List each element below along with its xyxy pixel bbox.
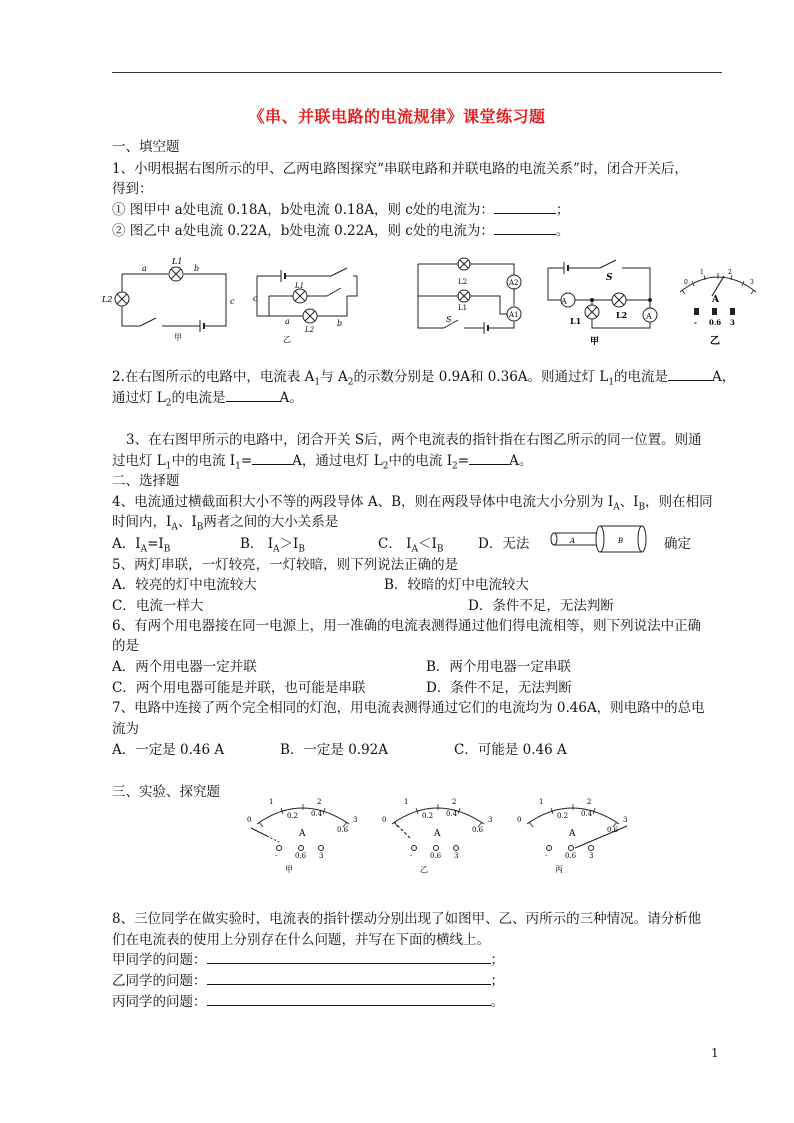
circuit-jia-figure [100,256,240,346]
tick: 0.2 [557,812,569,820]
q8-answer-bing [112,990,504,1010]
label-S: S [606,273,613,283]
tick: 3 [353,816,358,824]
option-text: A．I [112,536,141,552]
tick: 3 [623,816,628,824]
q4-option-b[interactable] [240,532,305,555]
q6-option-a[interactable]: A．两个用电器一定并联 [112,659,257,675]
q4-option-a[interactable] [112,532,170,555]
q3-text: 中的电流 I [171,453,236,469]
q5-option-a[interactable]: A．较亮的灯中电流较大 [112,577,257,593]
tick: 2 [317,798,322,806]
unit-A: A [569,829,576,839]
sub: A [613,502,620,513]
section-heading-fill: 一、填空题 [112,139,180,155]
q5-option-b[interactable]: B．较暗的灯中电流较大 [384,577,529,593]
q6-option-b[interactable]: B．两个用电器一定串联 [426,659,571,675]
sub: B [163,544,171,555]
junction-dot [590,298,594,302]
tick: 0 [382,816,387,824]
terminal [694,308,699,315]
tick: 0.6 [607,826,619,834]
option-text: C． I [378,536,412,552]
label-L2: L2 [616,310,628,320]
sub: 1 [235,461,241,472]
sub: A [273,544,280,555]
answer-blank[interactable] [668,368,712,381]
tick-3: 3 [750,279,754,286]
answer-blank[interactable] [207,951,491,964]
tick: 1 [269,798,274,806]
q3-text: = [240,453,253,469]
q2-text: 的示数分别是 0.9A和 0.36A。则通过灯 L [353,369,609,385]
meter-label: 丙 [555,865,563,874]
tick: 1 [539,798,544,806]
q1-sub2 [112,219,569,239]
label-A: A [646,312,652,321]
terminal-06: 0.6 [430,852,442,860]
q1-line1: 1、小明根据右图所示的甲、乙两电路图探究“串联电路和并联电路的电流关系”时，闭合开关后， [112,161,688,177]
section-heading-experiment: 三、实验、探究题 [112,784,220,800]
label-L2: L2 [102,295,113,304]
meter-label: 甲 [285,865,293,874]
q5-line1: 5、两灯串联，一灯较亮，一灯较暗，则下列说法正确的是 [112,557,459,573]
q2-text: A， [712,369,736,385]
option-text: ＜I [417,536,437,552]
answer-end: 。 [490,994,504,1010]
terminal-06: 0.6 [295,852,307,860]
label-S: S [446,315,452,324]
q2-text: 的电流是 [614,369,669,385]
sub: A [411,544,418,555]
q2-text: 2.在右图所示的电路中，电流表 A [112,369,315,385]
ammeter-jia [247,798,357,874]
q8-line2: 们在电流表的使用上分别存在什么问题，并写在下面的横线上。 [112,932,490,948]
label-jia: 甲 [590,337,600,347]
terminal-neg: - [545,852,548,860]
terminal-3: 3 [730,318,735,327]
answer-label: 乙同学的问题： [112,973,207,989]
tick-0: 0 [684,279,688,286]
answer-blank[interactable] [494,222,556,235]
tick: 0 [247,816,252,824]
section-heading-choice: 二、选择题 [112,473,180,489]
label-L1: L1 [570,316,582,326]
option-text: =I [147,536,164,552]
q5-option-d[interactable]: D．条件不足，无法判断 [468,598,614,614]
q6-line2: 的是 [112,638,139,654]
q4-text: 、I [619,494,639,510]
sub: B [196,522,204,533]
q4-text: ，则在相同 [645,494,713,510]
q7-option-a[interactable]: A．一定是 0.46 A [112,742,225,758]
header-rule [112,72,722,73]
ammeter-yi [382,798,492,874]
q6-option-d[interactable]: D．条件不足，无法判断 [426,680,572,696]
terminal [712,308,717,315]
q2-text: 通过灯 L [112,390,166,406]
sub: 1 [165,461,172,472]
sub: B [638,502,646,513]
ammeter-yi-figure [670,262,766,352]
label-c: c [230,297,235,306]
sub: 2 [382,461,389,472]
label-yi: 乙 [283,335,291,344]
label-L1: L1 [458,304,468,312]
terminal-06: 0.6 [565,852,577,860]
sub: 2 [452,461,458,472]
conductor-figure [550,523,650,557]
answer-blank[interactable] [469,452,509,465]
tick: 0.2 [422,812,434,820]
unit-A: A [434,829,441,839]
q4-text: 、I [177,514,197,530]
tick: 0.6 [472,826,484,834]
q2-text: 与 A [320,369,348,385]
option-text: ＞I [279,536,299,552]
terminal [730,308,735,315]
sub: 2 [347,377,354,388]
q6-option-c[interactable]: C．两个用电器可能是并联，也可能是串联 [112,680,366,696]
q7-line1: 7、电路中连接了两个完全相同的灯泡，用电流表测得通过它们的电流均为 0.46A，则电路中的总电 [112,700,705,716]
answer-blank[interactable] [207,972,491,985]
q8-answer-yi [112,969,504,989]
q3-text: A。 [509,453,533,469]
tick: 1 [404,798,409,806]
junction-dot [648,298,652,302]
tick-1: 1 [700,269,704,276]
answer-end: ； [490,952,504,968]
label-A: A [570,537,576,545]
label-c: c [253,294,258,303]
tick: 0.4 [446,810,458,818]
q7-option-b[interactable]: B．一定是 0.92A [280,742,389,758]
q4-option-d-end: 确定 [664,536,691,552]
label-b: b [337,319,343,328]
q7-option-c[interactable]: C．可能是 0.46 A [454,742,567,758]
label-b: b [194,264,200,273]
answer-blank[interactable] [226,389,280,402]
tick: 3 [488,816,493,824]
sub: 1 [608,377,615,388]
q2-text: 的电流是 [171,390,226,406]
q1-sub1-text: ① 图甲中 a处电流 0.18A，b处电流 0.18A，则 c处的电流为： [112,202,494,218]
terminal-3: 3 [319,852,324,860]
label-yi: 乙 [710,336,720,347]
ammeter-row-figure [245,796,635,876]
label-L2: L2 [458,278,468,286]
ammeter-bing [517,798,627,874]
q1-sub1 [112,198,569,218]
tick: 0.4 [311,810,323,818]
sub: 2 [165,398,172,409]
q1-sub2-text: ② 图乙中 a处电流 0.22A，b处电流 0.22A，则 c处的电流为： [112,223,494,239]
q2-line1 [112,365,735,388]
label-A: A [561,297,567,306]
sub: A [171,522,178,533]
label-L1: L1 [172,257,183,266]
q3-text: 过电灯 L [112,453,166,469]
circuit-yi-figure [243,256,368,346]
q5-option-c[interactable]: C．电流一样大 [112,598,204,614]
terminal-06: 0.6 [709,318,722,327]
label-L2: L2 [305,326,315,334]
q6-line1: 6、有两个用电器接在同一电源上，用一准确的电流表测得通过他们得电流相等，则下列说法中正确 [112,618,702,634]
q3-text: = [457,453,470,469]
terminal-neg: - [694,318,697,327]
q4-option-c[interactable] [378,532,443,555]
option-text: B． I [240,536,274,552]
tick: 2 [452,798,457,806]
q2-text: A。 [279,390,303,406]
label-A2: A2 [509,279,519,287]
terminal-neg: - [410,852,413,860]
q4-text: 时间内，I [112,514,172,530]
page-title: 《串、并联电路的电流规律》课堂练习题 [248,107,546,126]
answer-blank[interactable] [207,993,491,1006]
tick-2: 2 [728,269,732,276]
q2-line2 [112,386,303,409]
q8-answer-jia [112,948,504,968]
label-B: B [618,537,624,545]
q3-text: 中的电流 I [388,453,453,469]
sub: A [140,544,148,555]
page-number: 1 [711,1046,719,1060]
sub: B [298,544,306,555]
q4-text: 4、电流通过横截面积大小不等的两段导体 A、B，则在两段导体中电流大小分别为 I [112,494,614,510]
tick: 2 [587,798,592,806]
answer-label: 丙同学的问题： [112,994,207,1010]
q1-sub2-end: 。 [555,223,570,239]
needle [575,826,627,848]
answer-blank[interactable] [252,452,292,465]
sub: B [436,544,444,555]
answer-blank[interactable] [494,201,556,214]
label-a: a [142,264,147,273]
terminal-3: 3 [589,852,594,860]
terminal-3: 3 [454,852,459,860]
sub: 1 [314,377,321,388]
unit-A: A [712,295,719,305]
answer-label: 甲同学的问题： [112,952,207,968]
q1-sub1-end: ； [555,202,570,218]
q4-line2 [112,510,338,533]
tick: 0 [517,816,522,824]
q4-text: 两者之间的大小关系是 [203,514,339,530]
label-a: a [285,317,290,326]
label-jia: 甲 [174,333,182,342]
circuit-q2-figure [410,256,535,338]
terminal-neg: - [275,852,278,860]
tick: 0.2 [287,812,299,820]
unit-A: A [299,829,306,839]
needle [251,828,267,836]
answer-end: ； [490,973,504,989]
label-L1: L1 [295,282,305,290]
q4-option-d[interactable]: D．无法 [478,536,530,552]
tick: 0.4 [581,810,593,818]
meter-label: 乙 [420,865,428,874]
q3-line1: 3、在右图甲所示的电路中，闭合开关 S后，两个电流表的指针指在右图乙所示的同一位置。则通 [126,432,702,448]
q3-text: A，通过电灯 L [292,453,383,469]
circuit-q3-jia-figure [540,256,665,348]
label-A1: A1 [509,311,519,319]
q8-line1: 8、三位同学在做实验时，电流表的指针摆动分别出现了如图甲、乙、丙所示的三种情况。请分析他 [112,911,702,927]
q7-line2: 流为 [112,721,139,737]
tick: 0.6 [337,826,349,834]
q1-line2: 得到： [112,181,153,197]
